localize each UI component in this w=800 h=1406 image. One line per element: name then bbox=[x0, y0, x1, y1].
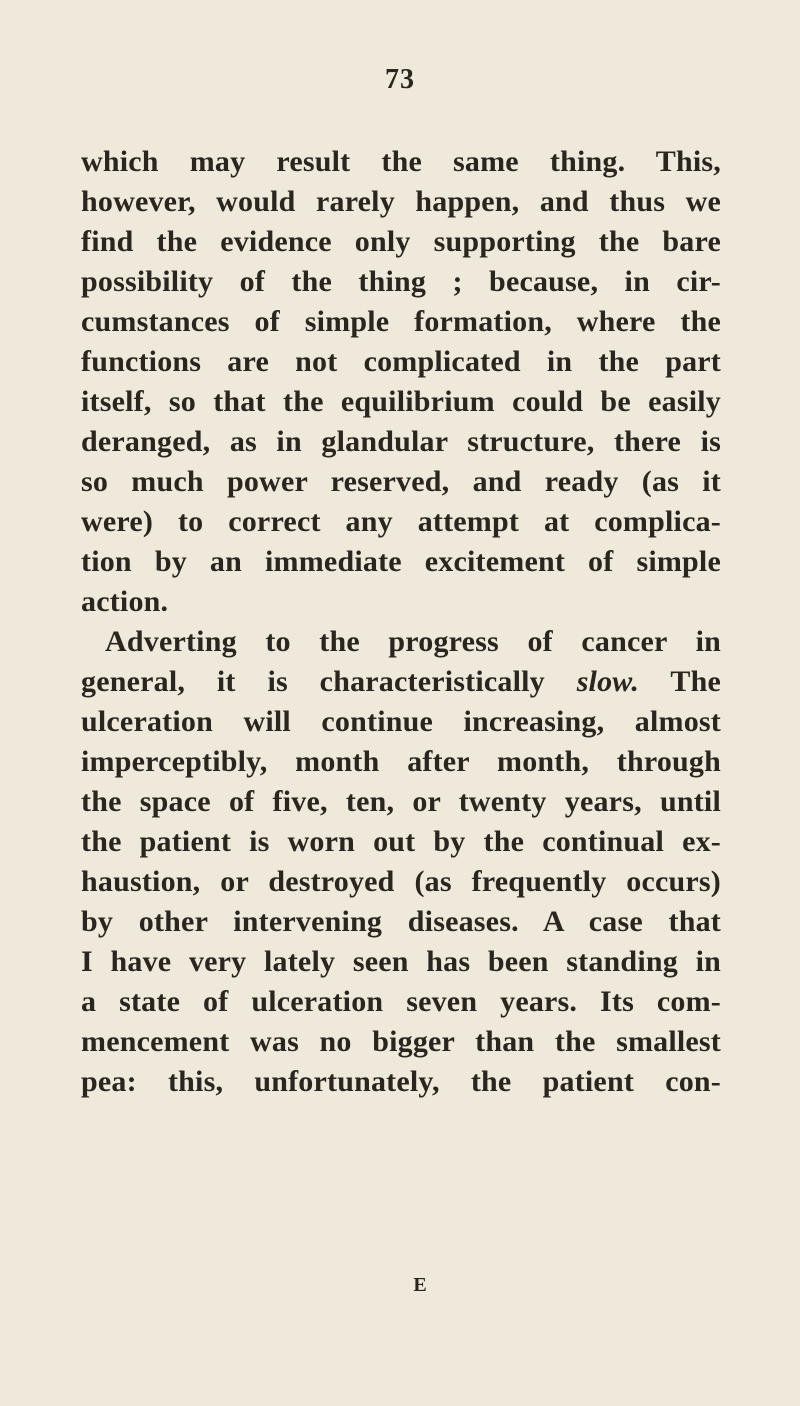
text-line: itself, so that the equilibrium could be easily bbox=[81, 385, 721, 418]
text-line: haustion, or destroyed (as frequently occurs) bbox=[81, 865, 721, 898]
text-line: however, would rarely happen, and thus we bbox=[81, 185, 721, 218]
text-line: find the evidence only supporting the bare bbox=[81, 225, 721, 258]
text-line: ulceration will continue increasing, almost bbox=[81, 705, 721, 738]
text-line: action. bbox=[81, 585, 169, 618]
text-line: were) to correct any attempt at complica- bbox=[81, 505, 721, 538]
body-text bbox=[81, 142, 721, 1102]
text-line: possibility of the thing ; because, in cir- bbox=[81, 265, 721, 298]
text-line: the space of five, ten, or twenty years, until bbox=[81, 785, 721, 818]
text-line: deranged, as in glandular structure, there is bbox=[81, 425, 721, 458]
emphasis-text: slow. bbox=[576, 665, 640, 698]
text-line: Adverting to the progress of cancer in bbox=[105, 625, 721, 658]
page-number: 73 bbox=[385, 64, 415, 95]
text-line: a state of ulceration seven years. Its com- bbox=[81, 985, 721, 1018]
signature-mark: E bbox=[413, 1274, 427, 1296]
text-line: imperceptibly, month after month, through bbox=[81, 745, 721, 778]
text-run: The bbox=[639, 665, 721, 698]
text-line: pea: this, unfortunately, the patient con- bbox=[81, 1065, 721, 1098]
text-line: cumstances of simple formation, where the bbox=[81, 305, 721, 338]
text-line: which may result the same thing. This, bbox=[81, 145, 721, 178]
text-line: tion by an immediate excitement of simple bbox=[81, 545, 721, 578]
text-line-with-emphasis bbox=[81, 662, 721, 702]
text-line: mencement was no bigger than the smallest bbox=[81, 1025, 721, 1058]
text-line: functions are not complicated in the part bbox=[81, 345, 721, 378]
text-line: I have very lately seen has been standing in bbox=[81, 945, 721, 978]
text-run: general, it is characteristically bbox=[81, 665, 577, 698]
text-line: so much power reserved, and ready (as it bbox=[81, 465, 721, 498]
text-line: the patient is worn out by the continual ex- bbox=[81, 825, 721, 858]
text-line: by other intervening diseases. A case that bbox=[81, 905, 721, 938]
